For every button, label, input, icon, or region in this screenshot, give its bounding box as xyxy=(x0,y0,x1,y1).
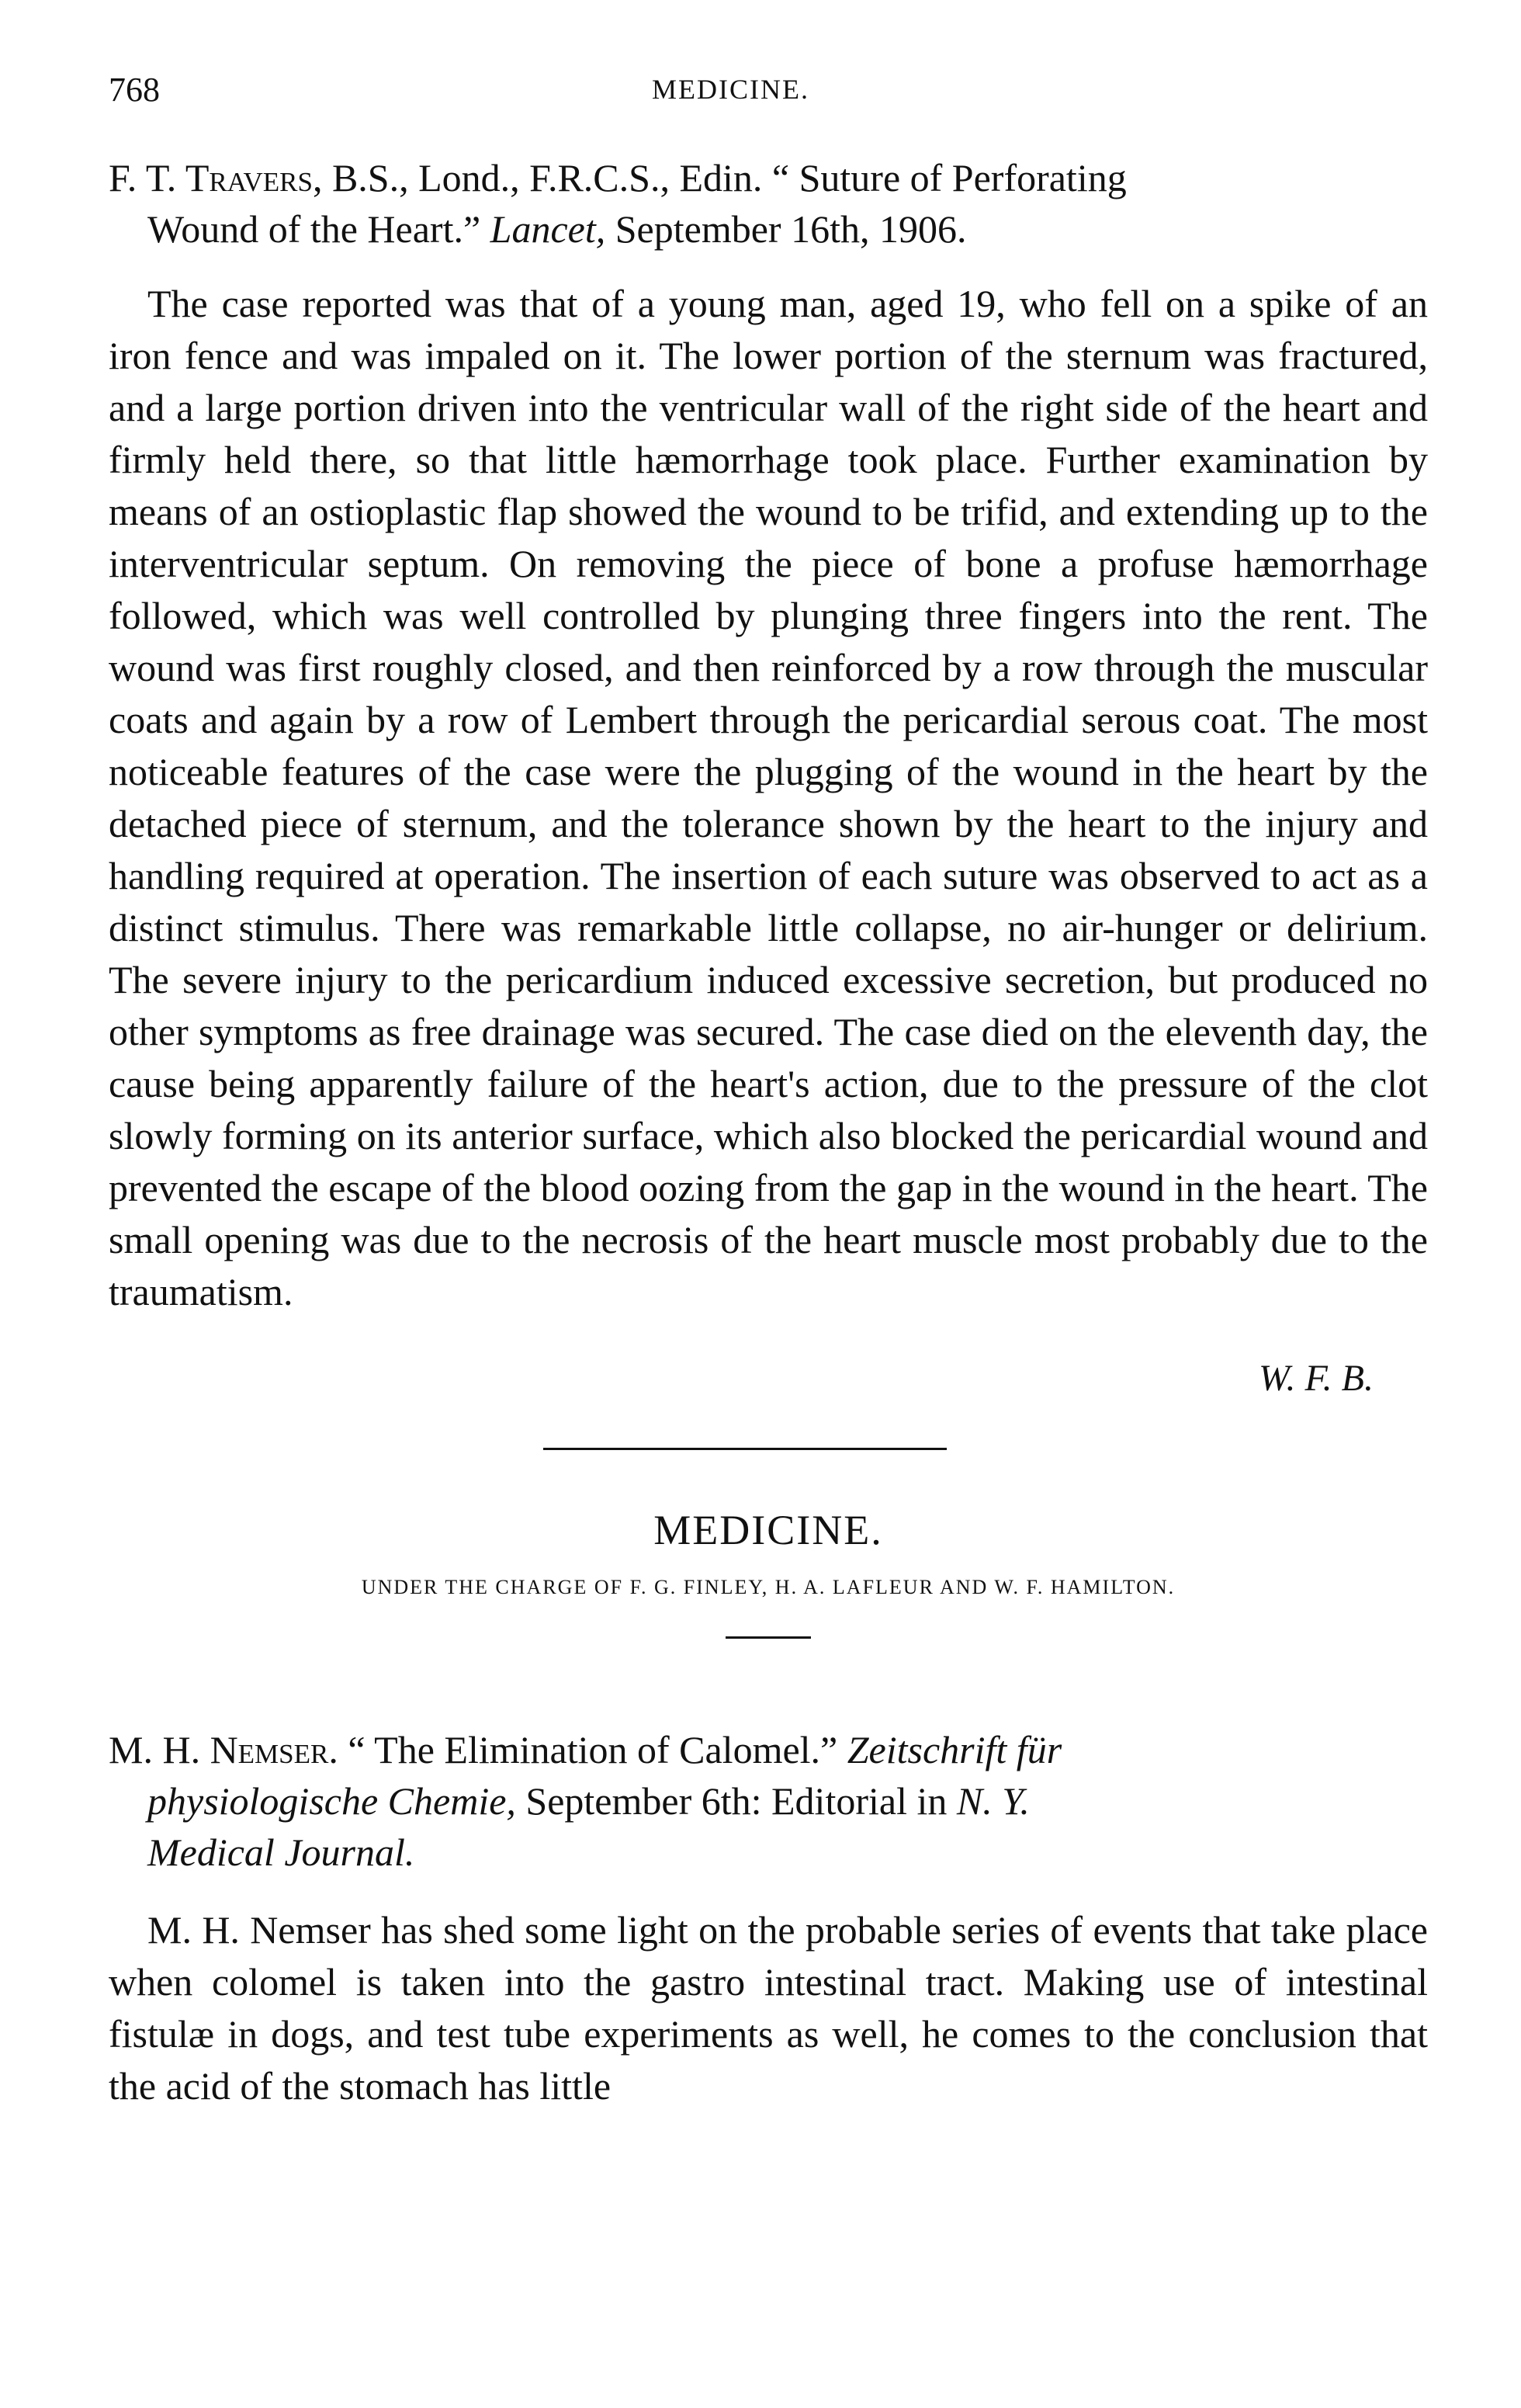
article2-editorial-journal: N. Y. xyxy=(956,1779,1030,1823)
section-divider xyxy=(543,1448,947,1450)
article-title: “ Suture of Perforating xyxy=(771,156,1127,200)
running-title: MEDICINE. xyxy=(652,74,809,105)
article-body: The case reported was that of a young man, aged 19, who fell on a spike of an iron fence and was impaled on it. The lower portion of the sternum was fractured, and a large portion driven into the ventricular wall of the right side of the heart and firmly held there, so that little hæmorrhage took place. Further examination by means of an ostioplastic flap showed the wound to be trifid, and extending up to the interventricular septum. On removing the piece of bone a profuse hæmorrhage followed, which was well controlled by plunging three fingers into the rent. The wound was first roughly closed, and then reinforced by a row through the muscular coats and again by a row of Lembert through the pericardial serous coat. The most noticeable features of the case were the plugging of the wound in the heart by the detached piece of sternum, and the tolerance shown by the heart to the injury and handling required at operation. The insertion of each suture was observed to act as a distinct stimulus. There was remarkable little collapse, no air-hunger or delirium. The severe injury to the pericardium induced excessive secretion, but produced no other symptoms as free drainage was secured. The case died on the eleventh day, the cause being apparently failure of the heart's action, due to the pressure of the clot slowly forming on its anterior surface, which also blocked the pericardial wound and prevented the escape of the blood oozing from the gap in the wound in the heart. The small opening was due to the necrosis of the heart muscle most probably due to the traumatism. xyxy=(109,282,1428,1313)
article2-body: M. H. Nemser has shed some light on the probable series of events that take place when colomel is taken into the gastro intestinal tract. Making use of intestinal fistulæ in dogs, and test tube experiments as well, he comes to the conclusion that the acid of the stomach has little xyxy=(109,1908,1428,2108)
article2-date: September 6th: xyxy=(525,1779,762,1823)
article-degrees: B.S., Lond., F.R.C.S., Edin. xyxy=(331,156,763,200)
section-title: MEDICINE. xyxy=(653,1507,883,1553)
article2-journal: Zeitschrift für xyxy=(847,1728,1062,1771)
article2-journal-continued: physiologische Chemie, xyxy=(147,1779,516,1823)
short-divider xyxy=(726,1636,811,1639)
page xyxy=(109,70,1428,2151)
page-number: 768 xyxy=(109,71,160,109)
section-subtitle: UNDER THE CHARGE OF F. G. FINLEY, H. A. LAFLEUR AND W. F. HAMILTON. xyxy=(361,1576,1176,1598)
article2-citation xyxy=(109,1724,1428,1878)
running-head xyxy=(109,70,1428,116)
article-signature: W. F. B. xyxy=(1258,1358,1374,1399)
article2-editorial-journal-continued: Medical Journal. xyxy=(147,1830,415,1874)
article-citation xyxy=(109,152,1428,255)
article2-title: “ The Elimination of Calomel.” xyxy=(348,1728,838,1771)
article-journal: Lancet, xyxy=(490,207,606,251)
article2-editorial: Editorial in xyxy=(771,1779,948,1823)
article-author: F. T. Travers, xyxy=(109,156,323,200)
article2-author: M. H. Nemser. xyxy=(109,1728,338,1771)
article-date: September 16th, 1906. xyxy=(615,207,967,251)
article-title-continued: Wound of the Heart.” xyxy=(147,207,481,251)
